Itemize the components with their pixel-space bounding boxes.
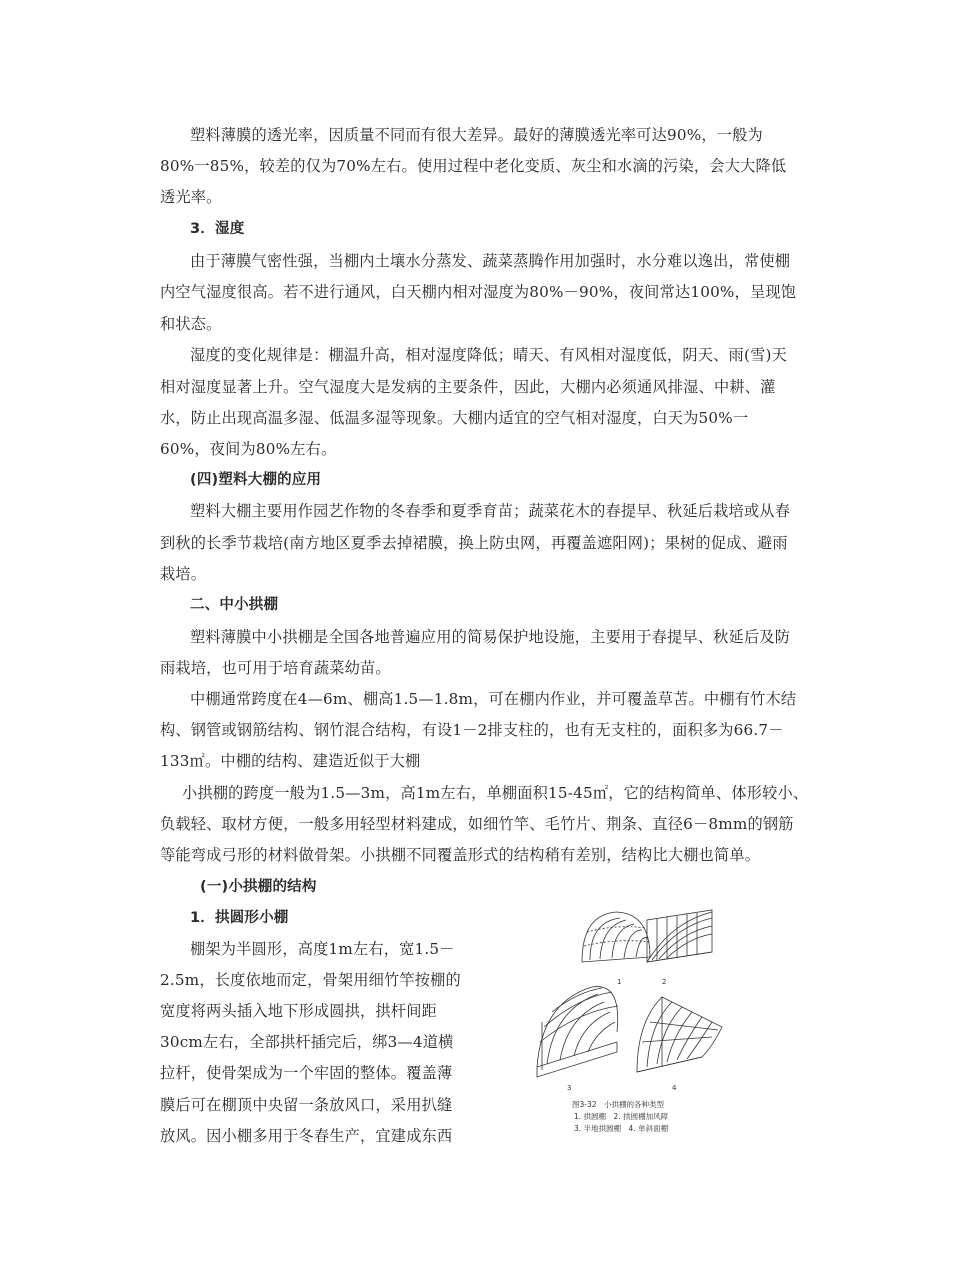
paragraph-line: 雨栽培，也可用于培育蔬菜幼苗。 bbox=[160, 659, 391, 677]
paragraph-line: 水，防止出现高温多湿、低温多湿等现象。大棚内适宜的空气相对湿度，白天为50%一 bbox=[160, 409, 749, 427]
section-heading: 1．拱圆形小棚 bbox=[190, 910, 289, 926]
arch-type-2-drawing bbox=[647, 910, 712, 962]
arch-type-3-drawing bbox=[537, 987, 618, 1077]
section-heading: 3．湿度 bbox=[190, 221, 245, 237]
paragraph-line: 负载轻、取材方便，一般多用轻型材料建成，如细竹竿、毛竹片、荆条、直径6－8mm的钢筋 bbox=[160, 815, 794, 833]
figure-label-3: 3 bbox=[567, 1084, 572, 1092]
paragraph-line: 由于薄膜气密性强，当棚内土壤水分蒸发、蔬菜蒸腾作用加强时，水分难以逸出，常使棚 bbox=[190, 252, 791, 270]
paragraph-line: 中棚通常跨度在4—6m、棚高1.5—1.8m，可在棚内作业，并可覆盖草苫。中棚有竹木结 bbox=[190, 690, 797, 708]
paragraph-line: 宽度将两头插入地下形成圆拱，拱杆间距 bbox=[160, 1002, 437, 1020]
arch-type-1-drawing bbox=[582, 912, 650, 962]
figure-legend-line: 3. 半地拱圆棚 4. 单斜面棚 bbox=[574, 1124, 669, 1133]
section-heading: (四)塑料大棚的应用 bbox=[190, 472, 322, 488]
paragraph-line: 内空气湿度很高。若不进行通风，白天棚内相对湿度为80%－90%，夜间常达100%，呈现饱 bbox=[160, 283, 797, 301]
paragraph-line: 到秋的长季节栽培(南方地区夏季去掉裙膜，换上防虫网，再覆盖遮阳网)；果树的促成、避雨 bbox=[160, 534, 788, 552]
paragraph-line: 相对湿度显著上升。空气湿度大是发病的主要条件，因此，大棚内必须通风排湿、中耕、灌 bbox=[160, 378, 776, 396]
figure-caption: 图3-32 小拱棚的各种类型 bbox=[572, 1100, 665, 1109]
figure-label-1: 1 bbox=[617, 978, 622, 986]
paragraph-line: 栽培。 bbox=[160, 565, 207, 583]
section-heading: (一)小拱棚的结构 bbox=[200, 879, 317, 895]
figure-label-4: 4 bbox=[672, 1084, 677, 1092]
paragraph-line: 湿度的变化规律是：棚温升高，相对湿度降低；晴天、有风相对湿度低，阴天、雨(雪)天 bbox=[190, 346, 787, 364]
paragraph-line: 放风。因小棚多用于冬春生产，宜建成东西 bbox=[160, 1127, 453, 1145]
paragraph-line: 60%，夜间为80%左右。 bbox=[160, 440, 337, 458]
paragraph-line: 30cm左右，全部拱杆插完后，绑3—4道横 bbox=[160, 1033, 454, 1051]
figure-legend-line: 1. 拱圆棚 2. 拱圆棚加风障 bbox=[574, 1112, 669, 1121]
paragraph-line: 133㎡。中棚的结构、建造近似于大棚 bbox=[160, 752, 421, 770]
paragraph-line: 塑料薄膜的透光率，因质量不同而有很大差异。最好的薄膜透光率可达90%，一般为 bbox=[190, 126, 763, 144]
paragraph-line: 构、钢管或钢筋结构、钢竹混合结构，有设1－2排支柱的，也有无支柱的，面积多为66.7－ bbox=[160, 721, 784, 739]
arch-shed-figure bbox=[522, 902, 742, 1142]
paragraph-line: 拉杆，使骨架成为一个牢固的整体。覆盖薄 bbox=[160, 1064, 453, 1082]
section-heading: 二、中小拱棚 bbox=[190, 597, 279, 613]
paragraph-line: 和状态。 bbox=[160, 315, 222, 333]
paragraph-line: 棚架为半圆形，高度1m左右，宽1.5－ bbox=[190, 940, 455, 958]
paragraph-line: 等能弯成弓形的材料做骨架。小拱棚不同覆盖形式的结构稍有差别，结构比大棚也简单。 bbox=[160, 846, 761, 864]
paragraph-line: 透光率。 bbox=[160, 188, 222, 206]
paragraph-line: 膜后可在棚顶中央留一条放风口，采用扒缝 bbox=[160, 1096, 453, 1114]
paragraph-line: 塑料大棚主要用作园艺作物的冬春季和夏季育苗；蔬菜花木的春提早、秋延后栽培或从春 bbox=[190, 502, 791, 520]
figure-label-2: 2 bbox=[662, 978, 667, 986]
paragraph-line: 2.5m，长度依地而定，骨架用细竹竿按棚的 bbox=[160, 971, 461, 989]
paragraph-line: 小拱棚的跨度一般为1.5—3m，高1m左右，单棚面积15-45㎡，它的结构简单、体形较小、 bbox=[182, 784, 809, 802]
paragraph-line: 塑料薄膜中小拱棚是全国各地普遍应用的简易保护地设施，主要用于春提早、秋延后及防 bbox=[190, 628, 791, 646]
arch-shed-illustration bbox=[522, 902, 742, 1142]
paragraph-line: 80%一85%，较差的仅为70%左右。使用过程中老化变质、灰尘和水滴的污染，会大大降低 bbox=[160, 157, 787, 175]
arch-type-4-drawing bbox=[637, 997, 722, 1072]
